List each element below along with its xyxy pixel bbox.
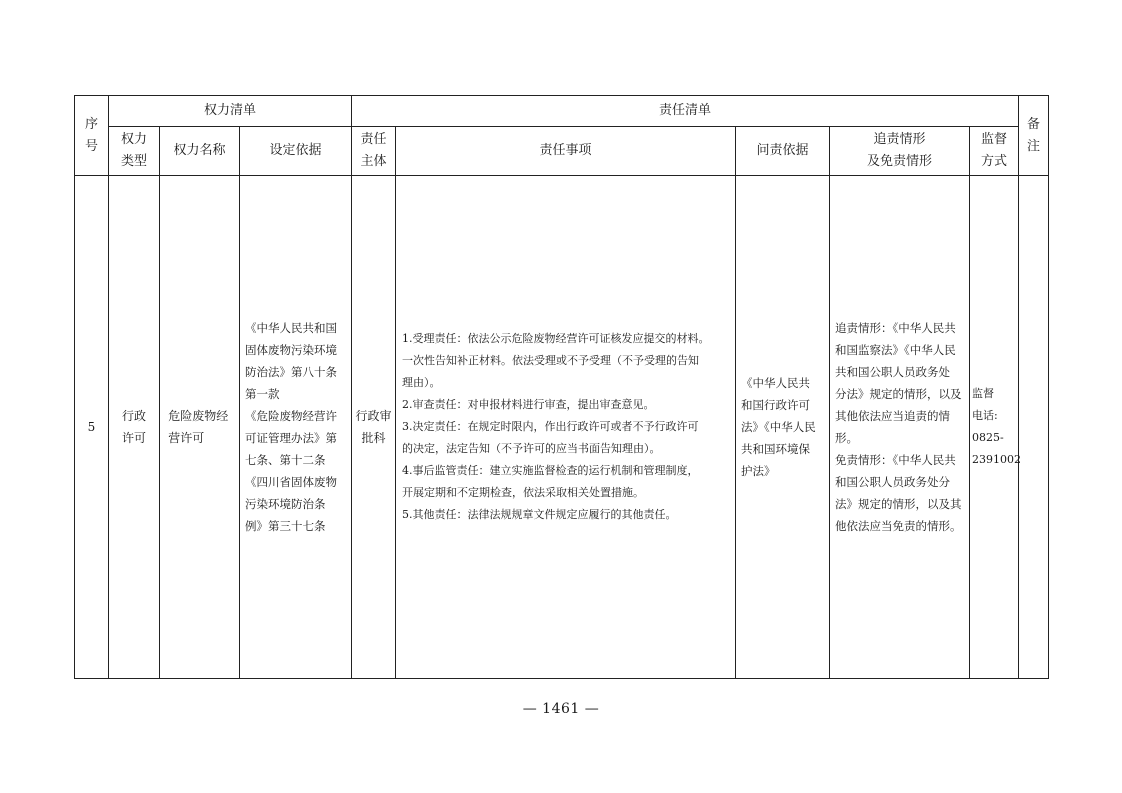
pursue-line: 免责情形：《中华人民共 (835, 453, 956, 467)
pursue-line: 形。 (835, 431, 858, 445)
row-power-type (109, 176, 160, 679)
accountability-line: 法》《中华人民 (741, 420, 816, 434)
pursue-line: 法》规定的情形，以及其 (835, 497, 962, 511)
row-seq: 5 (75, 176, 109, 679)
pursue-lines (830, 317, 969, 537)
header-pursue (830, 127, 970, 176)
header-power-name: 权力名称 (160, 127, 240, 176)
basis-line: 污染环境防治条 (245, 497, 326, 511)
pursue-line: 和国公职人员政务处分 (835, 475, 950, 489)
basis-line: 《四川省固体废物 (245, 475, 337, 489)
accountability-line: 《中华人民共 (741, 376, 810, 390)
basis-line: 例》第三十七条 (245, 519, 326, 533)
page-number: — 1461 — (522, 701, 600, 717)
header-resp-subject-label: 责任主体 (360, 132, 387, 169)
row-power-name-text: 危险废物经营许可 (168, 409, 229, 445)
duty-line: 2.审查责任：对申报材料进行审查，提出审查意见。 (402, 398, 655, 411)
row-duties (396, 176, 736, 679)
accountability-line: 护法》 (741, 464, 776, 478)
pursue-line: 其他依法应当追责的情 (835, 409, 950, 423)
header-resp-subject (352, 127, 396, 176)
basis-line: 第一款 (245, 387, 280, 401)
row-pursue (830, 176, 970, 679)
header-resp-matters: 责任事项 (396, 127, 736, 176)
row-power-type-text: 行政许可 (121, 409, 146, 445)
row-basis (240, 176, 352, 679)
basis-line: 可证管理办法》第 (245, 431, 337, 445)
basis-line: 七条、第十二条 (245, 453, 326, 467)
pursue-line: 共和国公职人员政务处 (835, 365, 950, 379)
supervision-line: 电话: (972, 409, 998, 422)
header-supervision (970, 127, 1019, 176)
row-accountability-basis (736, 176, 830, 679)
duty-line: 一次性告知补正材料。依法受理或不予受理（不予受理的告知 (402, 354, 699, 367)
supervision-line: 监督 (972, 387, 994, 400)
row-resp-subject-text: 行政审批科 (355, 409, 392, 445)
supervision-line: 2391002 (972, 453, 1021, 466)
pursue-line: 他依法应当免责的情形。 (835, 519, 962, 533)
row-power-name (160, 176, 240, 679)
header-remark (1019, 96, 1049, 176)
row-remark (1019, 176, 1049, 679)
header-power-type-label: 权力类型 (121, 132, 148, 169)
basis-lines (240, 317, 351, 537)
duty-line: 的决定，法定告知（不予许可的应当书面告知理由）。 (402, 442, 661, 455)
accountability-line: 共和国环境保 (741, 442, 810, 456)
header-power-type (109, 127, 160, 176)
header-resp-list: 责任清单 (352, 96, 1019, 127)
accountability-line: 和国行政许可 (741, 398, 810, 412)
header-remark-label: 备注 (1027, 116, 1041, 154)
duty-line: 开展定期和不定期检查，依法采取相关处置措施。 (402, 486, 644, 499)
header-supervision-label: 监督方式 (981, 132, 1008, 169)
header-seq-label: 序号 (85, 116, 99, 154)
responsibility-table (74, 95, 1049, 679)
row-resp-subject (352, 176, 396, 679)
duty-line: 3.决定责任：在规定时限内，作出行政许可或者不予行政许可 (402, 420, 699, 433)
duty-line: 4.事后监管责任：建立实施监督检查的运行机制和管理制度， (402, 464, 699, 477)
basis-line: 固体废物污染环境 (245, 343, 337, 357)
header-basis: 设定依据 (240, 127, 352, 176)
basis-line: 《中华人民共和国 (245, 321, 337, 335)
supervision-line: 0825- (972, 431, 1004, 444)
header-pursue-line2: 及免责情形 (866, 154, 932, 169)
header-accountability-basis: 问责依据 (736, 127, 830, 176)
duty-line: 理由）。 (402, 376, 441, 389)
row-supervision (970, 176, 1019, 679)
header-power-list: 权力清单 (109, 96, 352, 127)
duty-line: 1.受理责任：依法公示危险废物经营许可证核发应提交的材料。 (402, 332, 710, 345)
pursue-line: 分法》规定的情形，以及 (835, 387, 962, 401)
pursue-line: 追责情形：《中华人民共 (835, 321, 956, 335)
accountability-lines (736, 372, 829, 482)
duty-lines (396, 328, 735, 526)
supervision-lines (970, 383, 1021, 471)
basis-line: 《危险废物经营许 (245, 409, 337, 423)
pursue-line: 和国监察法》《中华人民 (835, 343, 956, 357)
header-seq (75, 96, 109, 176)
header-pursue-line1: 追责情形 (873, 132, 926, 147)
duty-line: 5.其他责任：法律法规规章文件规定应履行的其他责任。 (402, 508, 677, 521)
basis-line: 防治法》第八十条 (245, 365, 337, 379)
